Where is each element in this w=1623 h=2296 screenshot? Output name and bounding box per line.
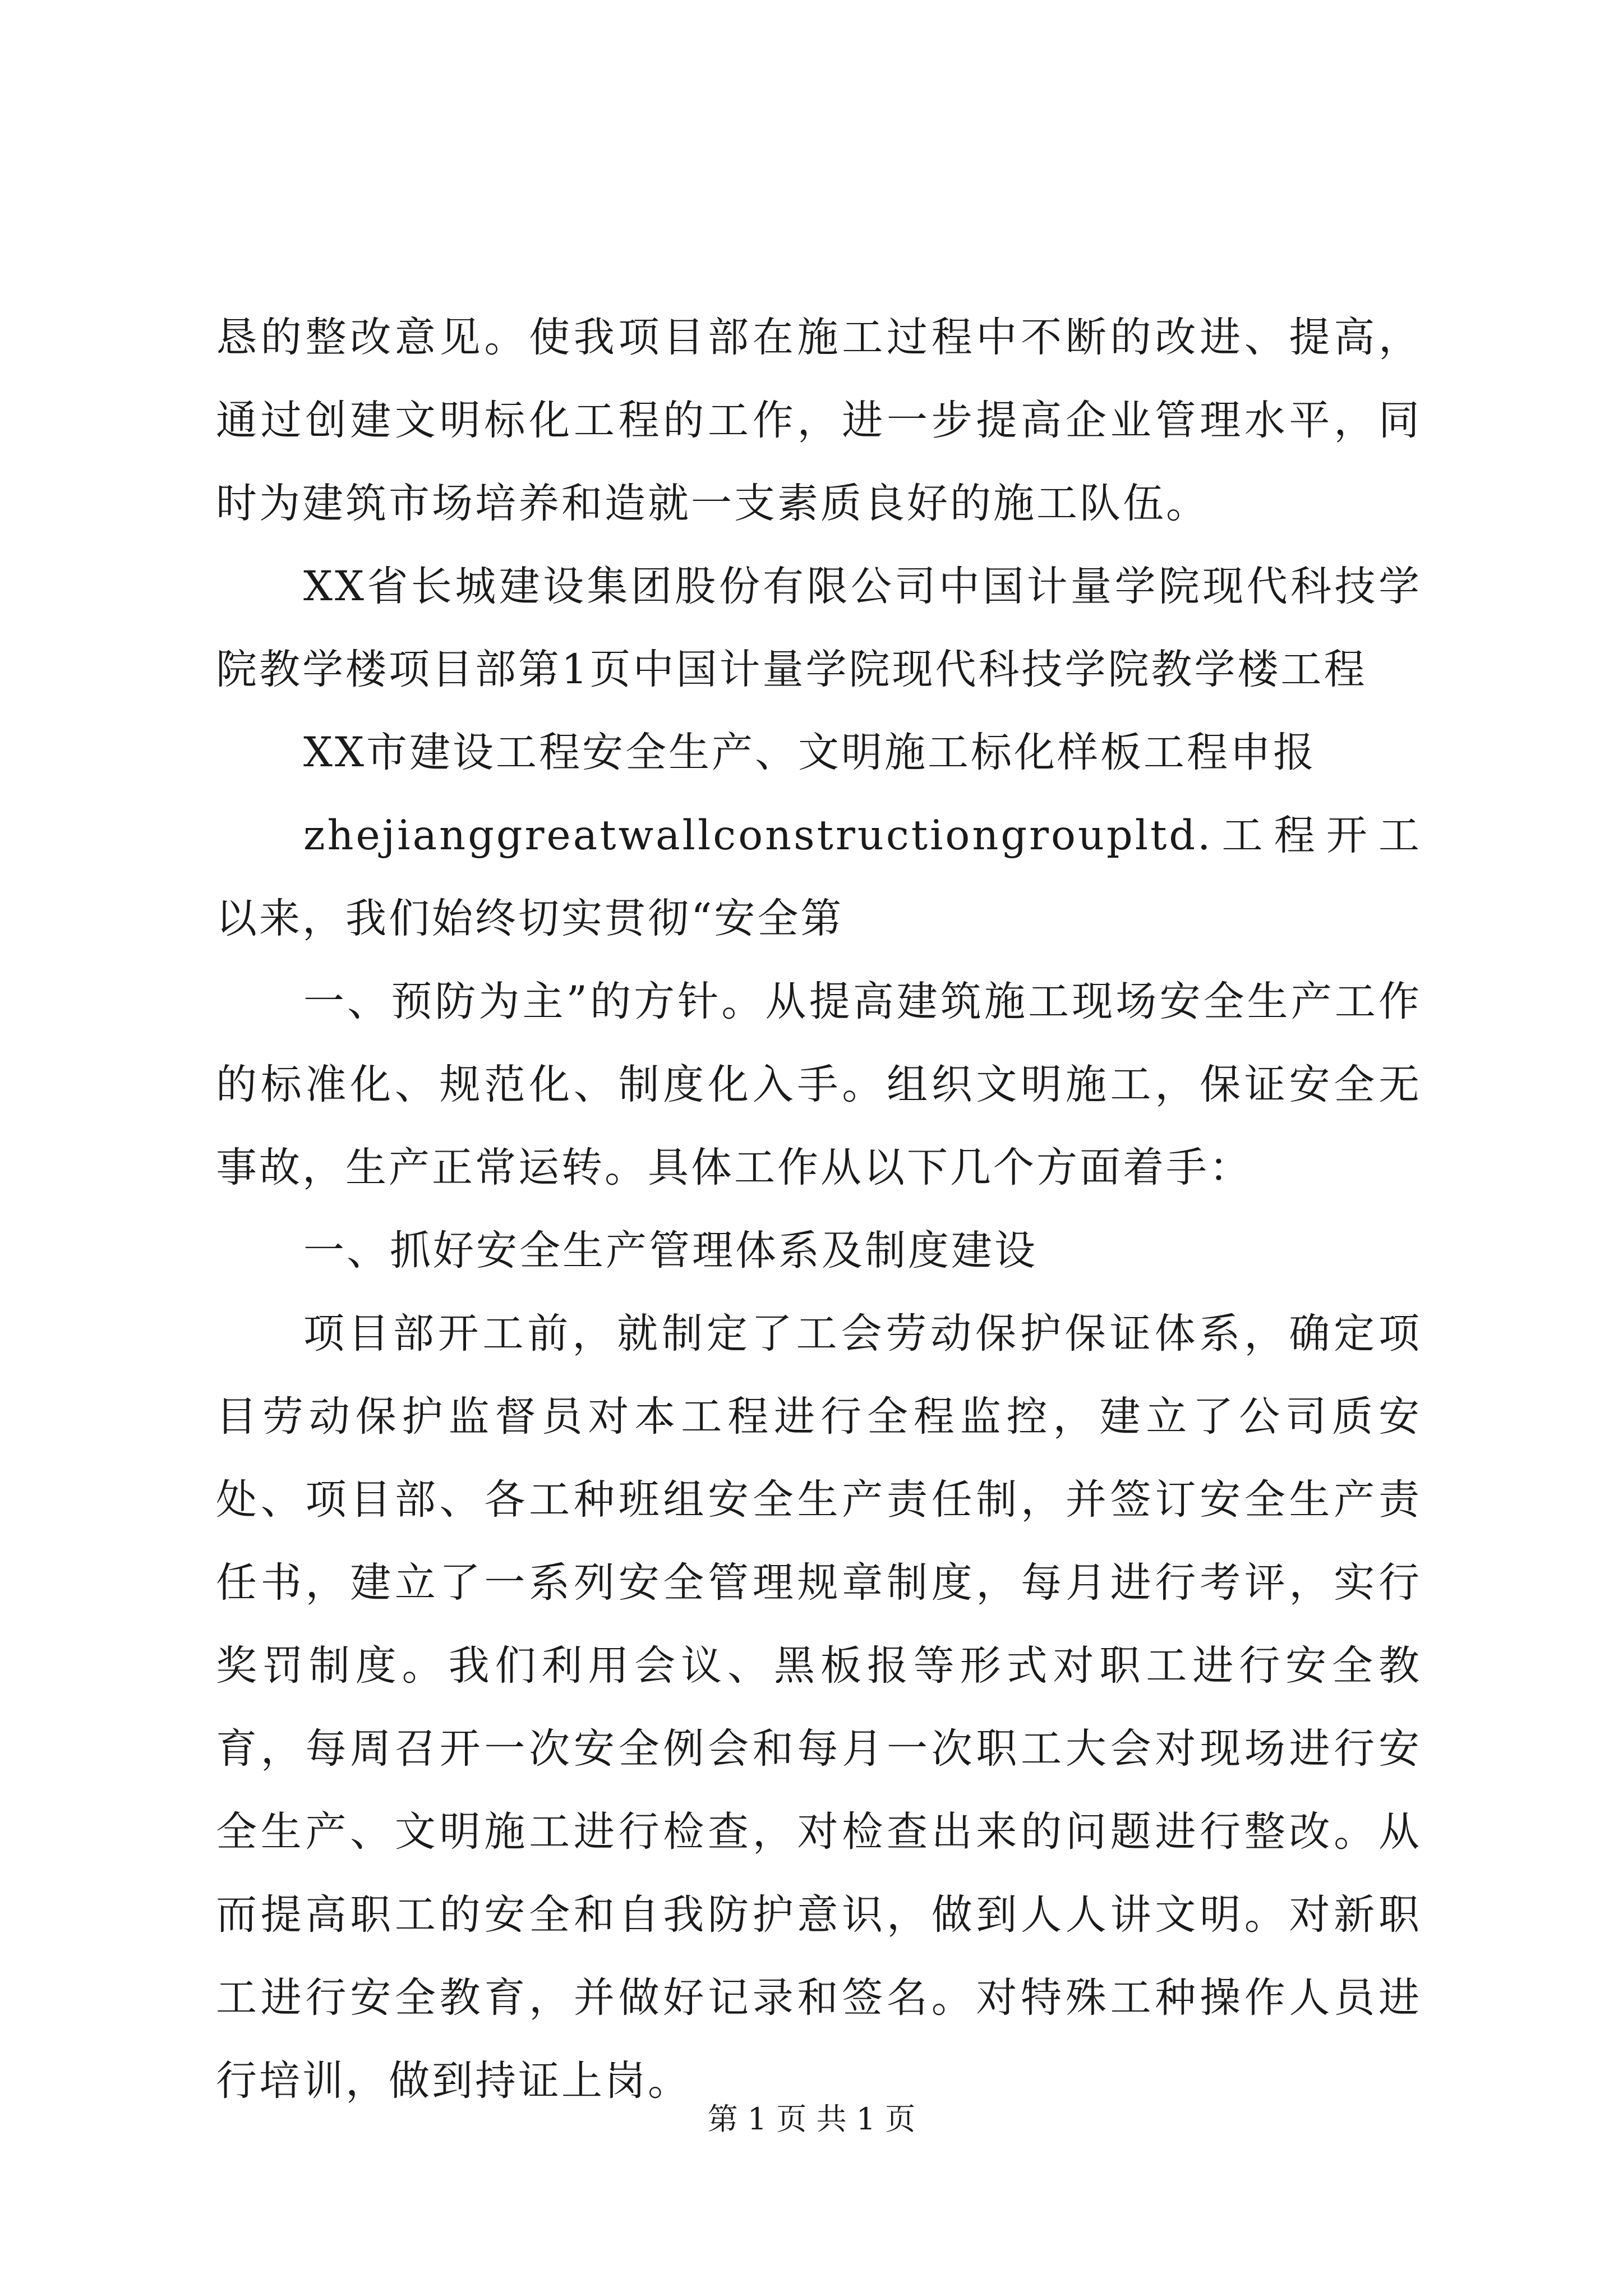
paragraph-3: XX市建设工程安全生产、文明施工标化样板工程申报: [303, 729, 1316, 776]
paragraph-5: 一、预防为主”的方针。从提高建筑施工现场安全生产工作的标准化、规范化、制度化入手。组织文明施工，保证安全无事故，生产正常运转。具体工作从以下几个方面着手：: [216, 978, 1422, 1191]
paragraph-7: 项目部开工前，就制定了工会劳动保护保证体系，确定项目劳动保护监督员对本工程进行全程监控，建立了公司质安处、项目部、各工种班组安全生产责任制，并签订安全生产责任书，建立了一系列安全管理规章制度，每月进行考评，实行奖罚制度。我们利用会议、黑板报等形式对职工进行安全教育，每周召开一次安全例会和每月一次职工大会对现场进行安全生产、文明施工进行检查，对检查出来的问题进行整改。从而提高职工的安全和自我防护意识，做到人人讲文明。对新职工进行安全教育，并做好记录和签名。对特殊工种操作人员进行培训，做到持证上岗。: [216, 1310, 1422, 2105]
paragraph-1: 恳的整改意见。使我项目部在施工过程中不断的改进、提高，通过创建文明标化工程的工作，进一步提高企业管理水平，同时为建筑市场培养和造就一支素质良好的施工队伍。: [216, 314, 1422, 527]
page-footer: 第 1 页 共 1 页: [707, 2101, 916, 2137]
document-body: [216, 296, 1422, 2123]
section-heading-1: 一、抓好安全生产管理体系及制度建设: [303, 1227, 1038, 1274]
paragraph-2: XX省长城建设集团股份有限公司中国计量学院现代科技学院教学楼项目部第1页中国计量学院现代科技学院教学楼工程: [216, 563, 1422, 693]
paragraph-4: zhejianggreatwallconstructiongroupltd.工程开工以来，我们始终切实贯彻“安全第: [216, 812, 1422, 942]
